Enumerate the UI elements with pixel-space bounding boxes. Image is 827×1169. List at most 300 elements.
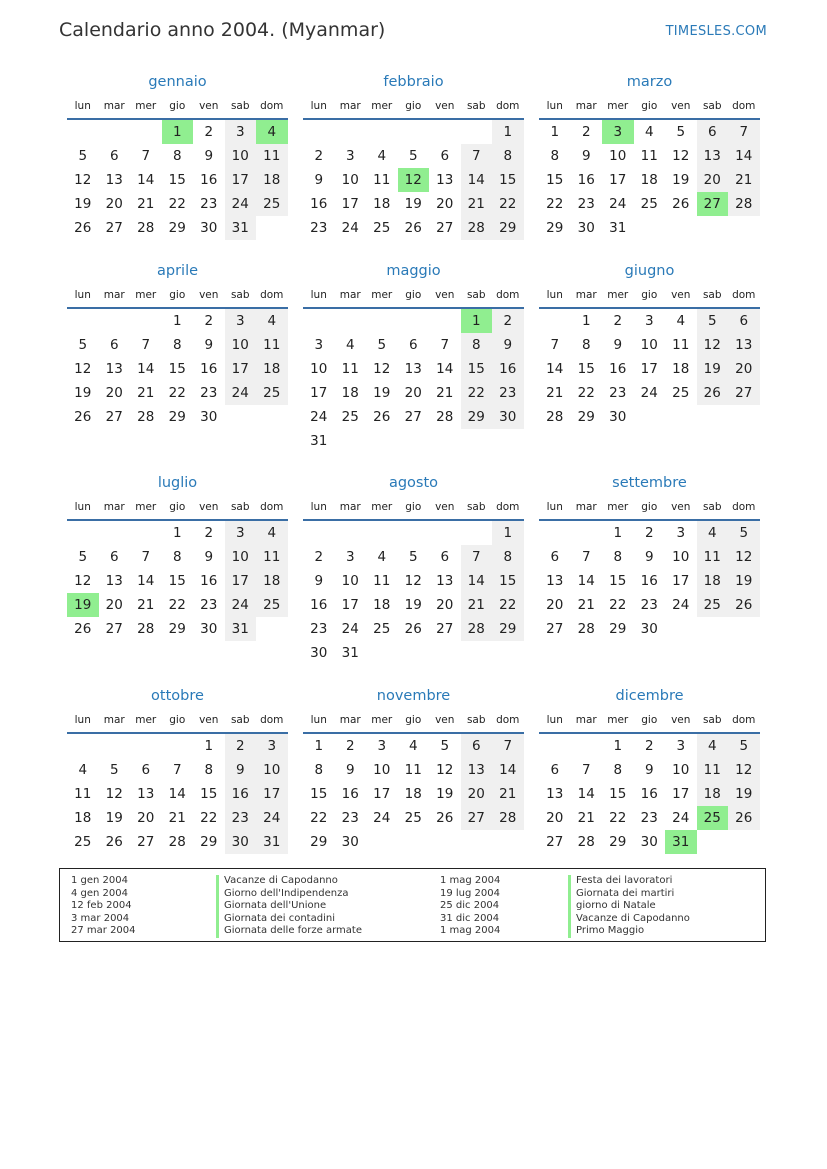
day-cell: 3 bbox=[225, 120, 257, 144]
day-cell: 6 bbox=[550, 549, 560, 565]
day-grid bbox=[67, 309, 288, 429]
weekday-label: mar bbox=[339, 289, 361, 301]
weekday-label: mar bbox=[339, 501, 361, 513]
day-cell: 3 bbox=[377, 738, 387, 754]
weekday-label: dom bbox=[260, 714, 284, 726]
day-cell: 23 bbox=[200, 385, 218, 401]
day-cell: 29 bbox=[492, 617, 524, 641]
site-link[interactable]: TIMESLES.COM bbox=[665, 24, 767, 39]
month-novembre bbox=[303, 684, 524, 854]
day-cell: 17 bbox=[256, 782, 288, 806]
legend-holiday-name: Giorno dell'Indipendenza bbox=[216, 888, 362, 901]
empty-day-cell bbox=[335, 521, 367, 545]
day-cell: 29 bbox=[200, 834, 218, 850]
weekday-label: dom bbox=[260, 501, 284, 513]
day-cell: 20 bbox=[436, 597, 454, 613]
empty-day-cell bbox=[665, 405, 697, 429]
day-cell: 5 bbox=[728, 734, 760, 758]
weekday-label: mar bbox=[103, 714, 125, 726]
day-cell: 18 bbox=[256, 168, 288, 192]
day-cell: 18 bbox=[404, 786, 422, 802]
empty-day-cell bbox=[539, 734, 571, 758]
day-cell: 8 bbox=[172, 337, 182, 353]
weekday-label: mar bbox=[575, 501, 597, 513]
weekday-header bbox=[539, 495, 760, 521]
empty-day-cell bbox=[634, 405, 666, 429]
weekday-label: mer bbox=[135, 100, 157, 112]
day-cell: 14 bbox=[577, 786, 595, 802]
day-cell: 26 bbox=[697, 381, 729, 405]
day-cell: 28 bbox=[492, 806, 524, 830]
day-cell: 6 bbox=[109, 549, 119, 565]
day-cell: 12 bbox=[404, 573, 422, 589]
empty-day-cell bbox=[429, 641, 461, 665]
empty-day-cell bbox=[728, 216, 760, 240]
day-cell: 14 bbox=[546, 361, 564, 377]
day-cell: 9 bbox=[204, 549, 214, 565]
weekday-label: ven bbox=[435, 714, 455, 726]
day-cell: 26 bbox=[404, 621, 422, 637]
day-cell: 12 bbox=[728, 545, 760, 569]
empty-day-cell bbox=[461, 429, 493, 453]
day-cell: 28 bbox=[461, 617, 493, 641]
day-cell: 7 bbox=[461, 545, 493, 569]
day-cell: 4 bbox=[697, 521, 729, 545]
day-cell: 24 bbox=[640, 385, 658, 401]
weekday-label: lun bbox=[310, 501, 327, 513]
day-cell: 17 bbox=[310, 385, 328, 401]
day-cell: 10 bbox=[373, 762, 391, 778]
day-cell: 6 bbox=[697, 120, 729, 144]
day-cell: 4 bbox=[377, 148, 387, 164]
day-cell: 23 bbox=[492, 381, 524, 405]
empty-day-cell bbox=[335, 429, 367, 453]
day-cell: 19 bbox=[74, 385, 92, 401]
day-cell: 23 bbox=[609, 385, 627, 401]
day-cell: 11 bbox=[74, 786, 92, 802]
weekday-label: lun bbox=[74, 714, 91, 726]
day-cell: 5 bbox=[377, 337, 387, 353]
day-cell: 15 bbox=[168, 172, 186, 188]
empty-day-cell bbox=[728, 617, 760, 641]
day-cell: 28 bbox=[577, 621, 595, 637]
day-cell: 1 bbox=[581, 313, 591, 329]
day-cell: 4 bbox=[78, 762, 88, 778]
month-luglio bbox=[67, 471, 288, 641]
day-cell: 7 bbox=[440, 337, 450, 353]
day-cell: 6 bbox=[109, 337, 119, 353]
day-cell: 31 bbox=[609, 220, 627, 236]
day-cell: 2 bbox=[314, 549, 324, 565]
weekday-header bbox=[67, 94, 288, 120]
day-cell: 27 bbox=[105, 621, 123, 637]
day-cell: 15 bbox=[492, 569, 524, 593]
empty-day-cell bbox=[492, 429, 524, 453]
day-cell: 2 bbox=[581, 124, 591, 140]
day-cell: 22 bbox=[492, 593, 524, 617]
empty-day-cell bbox=[398, 521, 430, 545]
day-cell: 14 bbox=[461, 569, 493, 593]
weekday-label: mar bbox=[103, 289, 125, 301]
day-cell: 17 bbox=[609, 172, 627, 188]
weekday-label: lun bbox=[546, 714, 563, 726]
day-cell: 13 bbox=[546, 786, 564, 802]
day-cell: 15 bbox=[200, 786, 218, 802]
day-grid bbox=[539, 734, 760, 854]
day-cell: 3 bbox=[602, 120, 634, 144]
day-cell: 1 bbox=[613, 738, 623, 754]
weekday-header bbox=[303, 94, 524, 120]
day-grid bbox=[539, 309, 760, 429]
day-cell: 29 bbox=[577, 409, 595, 425]
day-grid bbox=[303, 734, 524, 854]
empty-day-cell bbox=[130, 734, 162, 758]
day-cell: 26 bbox=[404, 220, 422, 236]
empty-day-cell bbox=[366, 120, 398, 144]
day-cell: 29 bbox=[310, 834, 328, 850]
day-cell: 5 bbox=[408, 549, 418, 565]
month-title: giugno bbox=[624, 263, 675, 279]
day-cell: 25 bbox=[697, 806, 729, 830]
day-grid bbox=[539, 120, 760, 240]
day-cell: 13 bbox=[105, 361, 123, 377]
day-cell: 22 bbox=[492, 192, 524, 216]
day-cell: 10 bbox=[225, 545, 257, 569]
empty-day-cell bbox=[99, 521, 131, 545]
day-cell: 17 bbox=[640, 361, 658, 377]
weekday-label: dom bbox=[496, 501, 520, 513]
day-cell: 18 bbox=[697, 782, 729, 806]
day-cell: 27 bbox=[404, 409, 422, 425]
day-cell: 20 bbox=[105, 597, 123, 613]
day-cell: 12 bbox=[398, 168, 430, 192]
legend-holiday-name: Vacanze di Capodanno bbox=[568, 913, 690, 926]
day-cell: 24 bbox=[341, 220, 359, 236]
empty-day-cell bbox=[697, 405, 729, 429]
day-cell: 12 bbox=[672, 148, 690, 164]
day-cell: 13 bbox=[436, 573, 454, 589]
day-cell: 12 bbox=[436, 762, 454, 778]
legend-dates-col-2 bbox=[440, 875, 500, 938]
day-cell: 24 bbox=[672, 597, 690, 613]
day-cell: 23 bbox=[577, 196, 595, 212]
day-cell: 7 bbox=[581, 549, 591, 565]
empty-day-cell bbox=[398, 429, 430, 453]
weekday-label: ven bbox=[199, 289, 219, 301]
day-cell: 31 bbox=[225, 617, 257, 641]
day-cell: 23 bbox=[341, 810, 359, 826]
empty-day-cell bbox=[539, 521, 571, 545]
weekday-label: lun bbox=[310, 714, 327, 726]
day-cell: 26 bbox=[74, 409, 92, 425]
weekday-label: sab bbox=[702, 289, 722, 301]
legend-date: 31 dic 2004 bbox=[440, 912, 500, 924]
day-cell: 26 bbox=[74, 621, 92, 637]
page-title: Calendario anno 2004. (Myanmar) bbox=[59, 19, 386, 41]
weekday-header bbox=[539, 94, 760, 120]
day-cell: 23 bbox=[640, 810, 658, 826]
weekday-label: gio bbox=[405, 289, 422, 301]
weekday-label: ven bbox=[199, 501, 219, 513]
day-cell: 12 bbox=[74, 172, 92, 188]
day-cell: 24 bbox=[672, 810, 690, 826]
day-cell: 10 bbox=[640, 337, 658, 353]
month-marzo bbox=[539, 70, 760, 240]
day-cell: 9 bbox=[314, 573, 324, 589]
day-cell: 19 bbox=[373, 385, 391, 401]
day-cell: 16 bbox=[640, 786, 658, 802]
day-cell: 23 bbox=[225, 806, 257, 830]
empty-day-cell bbox=[256, 216, 288, 240]
day-cell: 1 bbox=[461, 309, 493, 333]
empty-day-cell bbox=[67, 309, 99, 333]
day-cell: 21 bbox=[137, 196, 155, 212]
weekday-label: lun bbox=[310, 100, 327, 112]
day-cell: 20 bbox=[436, 196, 454, 212]
day-cell: 21 bbox=[436, 385, 454, 401]
day-cell: 24 bbox=[341, 621, 359, 637]
day-cell: 6 bbox=[728, 309, 760, 333]
weekday-header bbox=[303, 708, 524, 734]
weekday-label: mar bbox=[103, 501, 125, 513]
day-cell: 2 bbox=[492, 309, 524, 333]
empty-day-cell bbox=[461, 830, 493, 854]
day-cell: 5 bbox=[109, 762, 119, 778]
day-cell: 9 bbox=[613, 337, 623, 353]
day-cell: 18 bbox=[74, 810, 92, 826]
day-cell: 5 bbox=[78, 148, 88, 164]
day-cell: 8 bbox=[204, 762, 214, 778]
day-cell: 15 bbox=[577, 361, 595, 377]
day-cell: 24 bbox=[256, 806, 288, 830]
empty-day-cell bbox=[461, 120, 493, 144]
day-cell: 9 bbox=[204, 337, 214, 353]
day-cell: 25 bbox=[74, 834, 92, 850]
day-cell: 23 bbox=[200, 196, 218, 212]
day-cell: 21 bbox=[137, 597, 155, 613]
day-cell: 22 bbox=[461, 381, 493, 405]
weekday-label: mar bbox=[575, 289, 597, 301]
day-cell: 16 bbox=[577, 172, 595, 188]
empty-day-cell bbox=[366, 429, 398, 453]
day-cell: 12 bbox=[373, 361, 391, 377]
empty-day-cell bbox=[429, 120, 461, 144]
weekday-label: gio bbox=[641, 100, 658, 112]
day-cell: 1 bbox=[172, 313, 182, 329]
holiday-legend bbox=[59, 868, 766, 942]
day-cell: 9 bbox=[644, 549, 654, 565]
day-cell: 17 bbox=[225, 569, 257, 593]
weekday-label: lun bbox=[546, 501, 563, 513]
weekday-label: dom bbox=[732, 501, 756, 513]
day-cell: 6 bbox=[461, 734, 493, 758]
day-cell: 29 bbox=[168, 409, 186, 425]
day-cell: 13 bbox=[137, 786, 155, 802]
month-settembre bbox=[539, 471, 760, 641]
month-aprile bbox=[67, 259, 288, 429]
day-cell: 19 bbox=[404, 196, 422, 212]
month-gennaio bbox=[67, 70, 288, 240]
day-cell: 25 bbox=[256, 593, 288, 617]
day-cell: 4 bbox=[644, 124, 654, 140]
day-cell: 2 bbox=[204, 313, 214, 329]
day-cell: 27 bbox=[436, 621, 454, 637]
day-cell: 8 bbox=[314, 762, 324, 778]
legend-holiday-name: Giornata dell'Unione bbox=[216, 900, 362, 913]
weekday-label: gio bbox=[641, 714, 658, 726]
day-cell: 5 bbox=[78, 549, 88, 565]
day-cell: 19 bbox=[728, 569, 760, 593]
weekday-label: gio bbox=[169, 501, 186, 513]
day-cell: 25 bbox=[373, 220, 391, 236]
legend-holiday-name: Festa dei lavoratori bbox=[568, 875, 690, 888]
empty-day-cell bbox=[398, 830, 430, 854]
day-cell: 19 bbox=[697, 357, 729, 381]
day-cell: 3 bbox=[225, 521, 257, 545]
weekday-label: gio bbox=[641, 501, 658, 513]
weekday-label: gio bbox=[405, 100, 422, 112]
empty-day-cell bbox=[225, 405, 257, 429]
day-cell: 6 bbox=[408, 337, 418, 353]
day-cell: 12 bbox=[697, 333, 729, 357]
day-cell: 19 bbox=[436, 786, 454, 802]
month-title: settembre bbox=[612, 475, 687, 491]
day-cell: 7 bbox=[141, 148, 151, 164]
empty-day-cell bbox=[665, 216, 697, 240]
weekday-label: mer bbox=[371, 289, 393, 301]
day-cell: 27 bbox=[105, 409, 123, 425]
day-cell: 22 bbox=[310, 810, 328, 826]
day-cell: 29 bbox=[609, 621, 627, 637]
day-cell: 4 bbox=[256, 309, 288, 333]
day-cell: 22 bbox=[609, 810, 627, 826]
day-cell: 27 bbox=[105, 220, 123, 236]
day-cell: 6 bbox=[440, 148, 450, 164]
day-cell: 28 bbox=[137, 409, 155, 425]
day-cell: 10 bbox=[225, 333, 257, 357]
month-agosto bbox=[303, 471, 524, 665]
day-cell: 9 bbox=[225, 758, 257, 782]
day-cell: 2 bbox=[613, 313, 623, 329]
day-cell: 25 bbox=[256, 192, 288, 216]
day-cell: 17 bbox=[672, 573, 690, 589]
day-cell: 31 bbox=[225, 216, 257, 240]
legend-date: 27 mar 2004 bbox=[71, 925, 136, 936]
day-cell: 28 bbox=[728, 192, 760, 216]
day-cell: 31 bbox=[310, 433, 328, 449]
day-cell: 31 bbox=[665, 830, 697, 854]
day-cell: 20 bbox=[461, 782, 493, 806]
day-cell: 25 bbox=[672, 385, 690, 401]
weekday-label: gio bbox=[169, 714, 186, 726]
empty-day-cell bbox=[429, 521, 461, 545]
day-grid bbox=[303, 309, 524, 453]
empty-day-cell bbox=[398, 641, 430, 665]
day-cell: 21 bbox=[461, 192, 493, 216]
weekday-label: dom bbox=[496, 289, 520, 301]
day-cell: 12 bbox=[74, 361, 92, 377]
day-cell: 1 bbox=[613, 525, 623, 541]
weekday-label: lun bbox=[546, 100, 563, 112]
day-cell: 8 bbox=[461, 333, 493, 357]
day-cell: 29 bbox=[168, 220, 186, 236]
month-title: febbraio bbox=[383, 74, 444, 90]
day-cell: 26 bbox=[728, 806, 760, 830]
day-cell: 3 bbox=[256, 734, 288, 758]
day-cell: 31 bbox=[341, 645, 359, 661]
day-cell: 27 bbox=[728, 381, 760, 405]
day-cell: 4 bbox=[676, 313, 686, 329]
weekday-label: dom bbox=[260, 100, 284, 112]
day-cell: 3 bbox=[345, 148, 355, 164]
weekday-header bbox=[539, 283, 760, 309]
day-cell: 24 bbox=[310, 409, 328, 425]
day-cell: 2 bbox=[314, 148, 324, 164]
day-cell: 7 bbox=[141, 337, 151, 353]
weekday-label: mar bbox=[575, 714, 597, 726]
day-cell: 22 bbox=[546, 196, 564, 212]
empty-day-cell bbox=[539, 309, 571, 333]
day-cell: 26 bbox=[728, 593, 760, 617]
day-cell: 16 bbox=[200, 361, 218, 377]
day-cell: 21 bbox=[492, 782, 524, 806]
day-cell: 14 bbox=[728, 144, 760, 168]
legend-date: 19 lug 2004 bbox=[440, 887, 500, 899]
empty-day-cell bbox=[697, 216, 729, 240]
weekday-label: dom bbox=[496, 714, 520, 726]
weekday-header bbox=[303, 283, 524, 309]
weekday-label: ven bbox=[435, 289, 455, 301]
legend-holiday-name: Primo Maggio bbox=[568, 925, 690, 938]
day-cell: 28 bbox=[577, 834, 595, 850]
day-cell: 11 bbox=[256, 545, 288, 569]
day-cell: 14 bbox=[436, 361, 454, 377]
legend-holiday-name: Giornata dei martiri bbox=[568, 888, 690, 901]
empty-day-cell bbox=[99, 309, 131, 333]
day-cell: 4 bbox=[377, 549, 387, 565]
weekday-label: dom bbox=[732, 100, 756, 112]
empty-day-cell bbox=[256, 405, 288, 429]
day-grid bbox=[67, 734, 288, 854]
day-cell: 19 bbox=[67, 593, 99, 617]
day-cell: 16 bbox=[225, 782, 257, 806]
empty-day-cell bbox=[99, 120, 131, 144]
day-cell: 8 bbox=[550, 148, 560, 164]
weekday-label: mer bbox=[607, 501, 629, 513]
day-cell: 4 bbox=[408, 738, 418, 754]
day-cell: 24 bbox=[373, 810, 391, 826]
day-cell: 17 bbox=[373, 786, 391, 802]
weekday-label: mar bbox=[575, 100, 597, 112]
empty-day-cell bbox=[728, 830, 760, 854]
day-cell: 19 bbox=[404, 597, 422, 613]
day-cell: 29 bbox=[492, 216, 524, 240]
day-cell: 30 bbox=[310, 645, 328, 661]
weekday-label: ven bbox=[671, 100, 691, 112]
day-cell: 11 bbox=[404, 762, 422, 778]
day-cell: 9 bbox=[345, 762, 355, 778]
day-cell: 9 bbox=[204, 148, 214, 164]
legend-holiday-name: Vacanze di Capodanno bbox=[216, 875, 362, 888]
day-cell: 16 bbox=[310, 196, 328, 212]
weekday-label: gio bbox=[405, 501, 422, 513]
day-cell: 29 bbox=[546, 220, 564, 236]
day-cell: 23 bbox=[310, 621, 328, 637]
month-ottobre bbox=[67, 684, 288, 854]
day-cell: 7 bbox=[172, 762, 182, 778]
day-cell: 1 bbox=[162, 120, 194, 144]
day-cell: 18 bbox=[341, 385, 359, 401]
